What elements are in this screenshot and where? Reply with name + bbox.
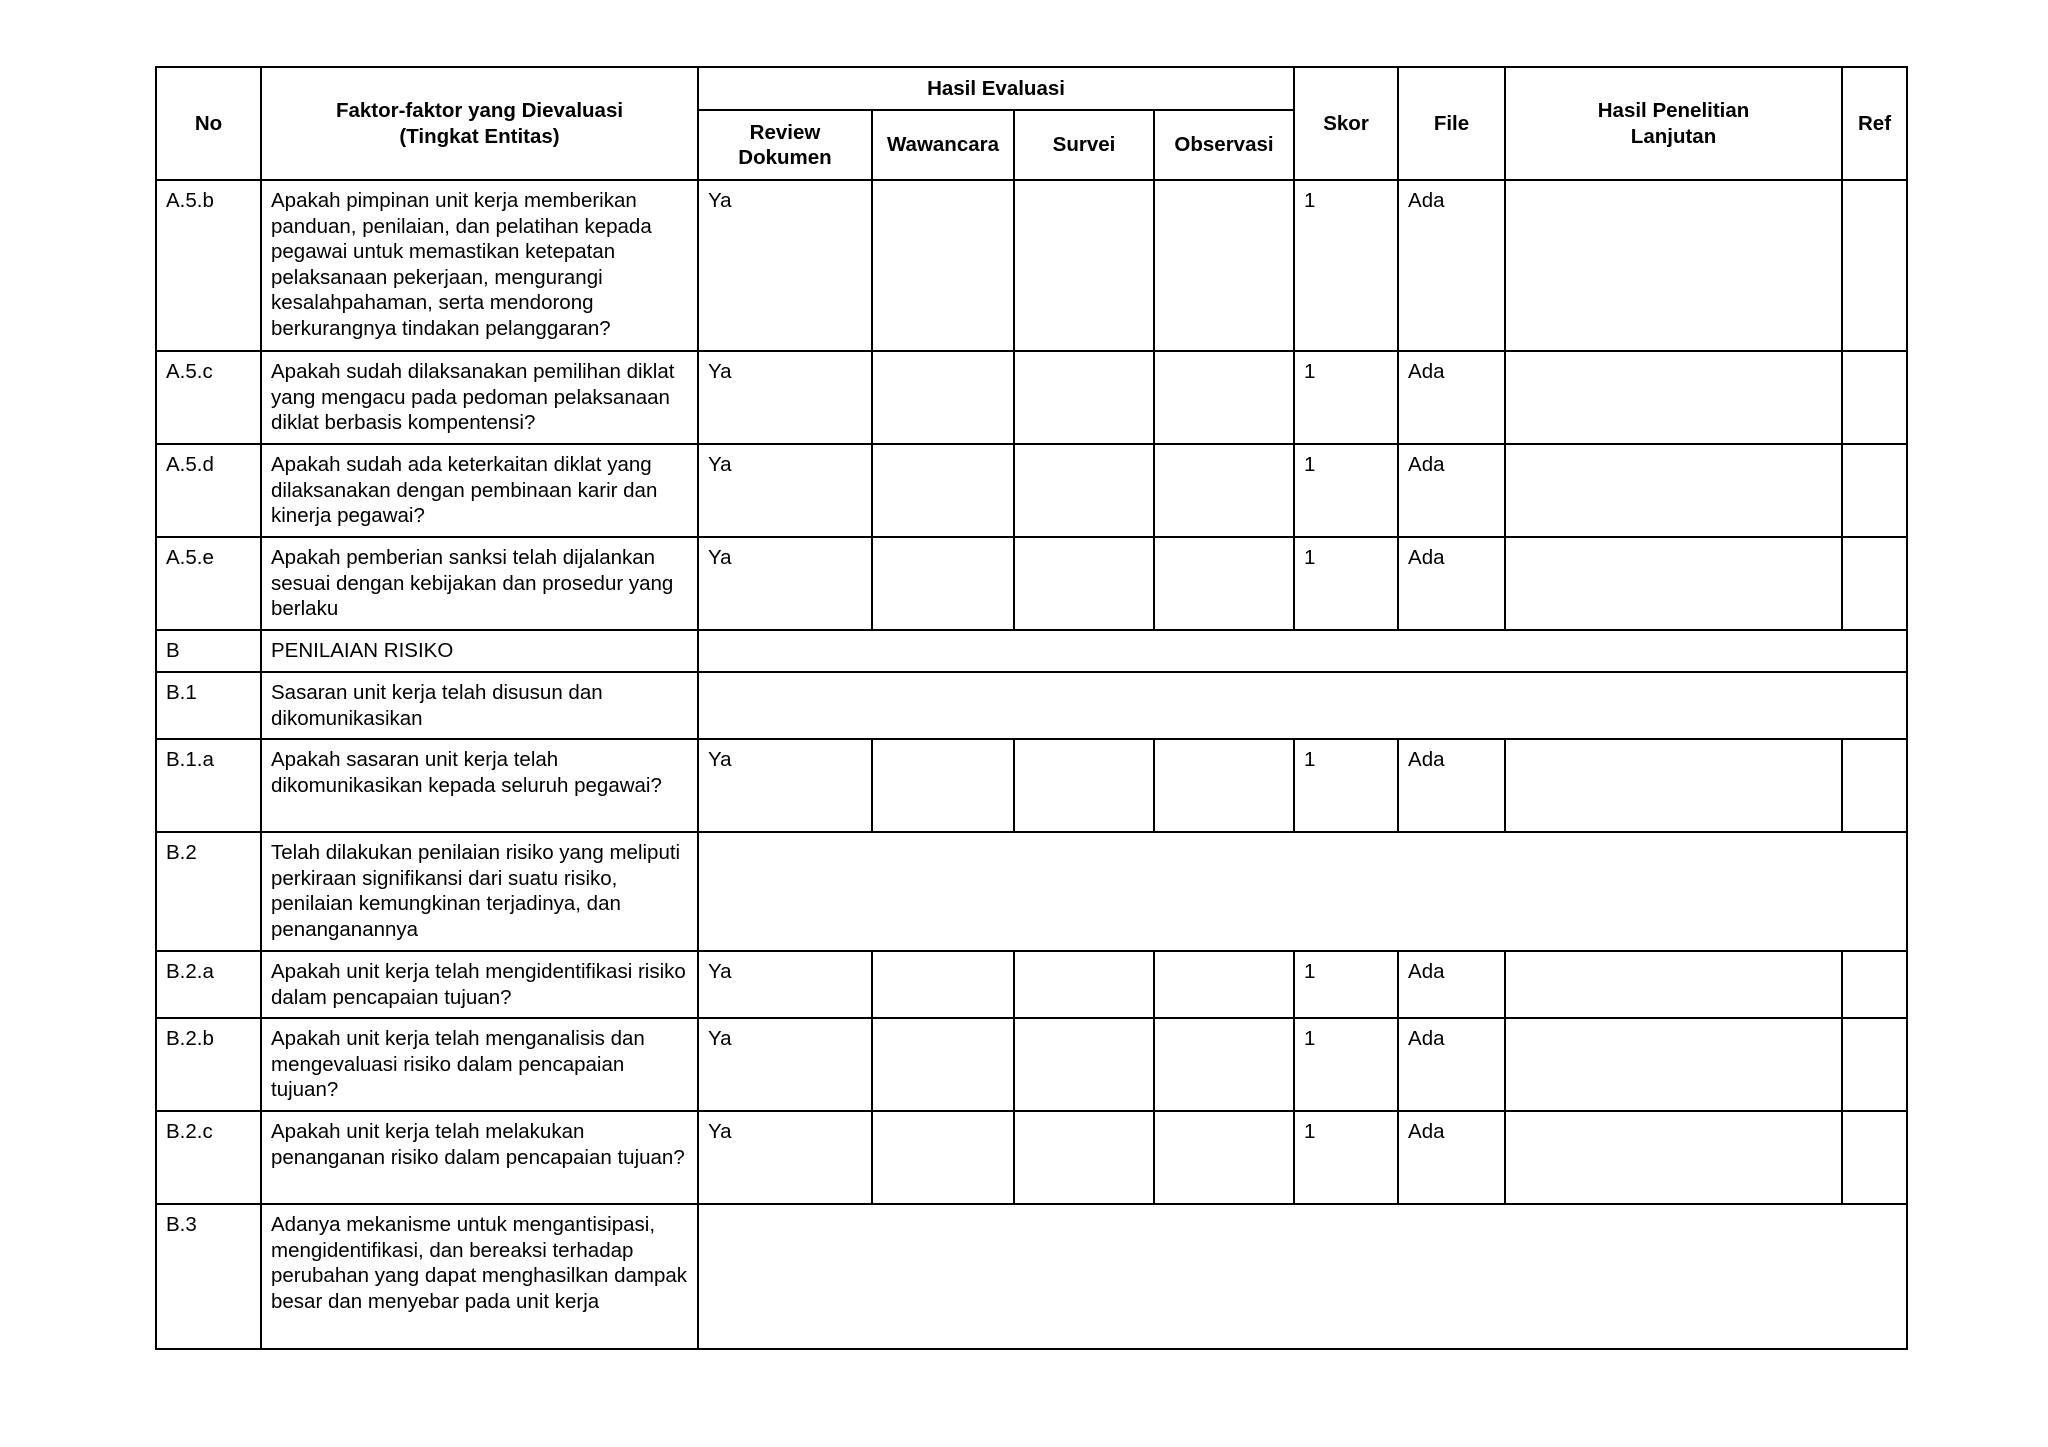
- row-ref: [1842, 351, 1907, 444]
- row-no: A.5.e: [156, 537, 261, 630]
- row-skor: 1: [1294, 1111, 1398, 1204]
- row-merged-empty: [698, 630, 1907, 672]
- row-review: Ya: [698, 739, 872, 832]
- row-merged-empty: [698, 832, 1907, 951]
- row-file: Ada: [1398, 739, 1505, 832]
- row-ref: [1842, 951, 1907, 1018]
- row-survei: [1014, 1111, 1154, 1204]
- row-no: A.5.c: [156, 351, 261, 444]
- row-observasi: [1154, 951, 1294, 1018]
- row-observasi: [1154, 180, 1294, 351]
- row-faktor: Apakah unit kerja telah menganalisis dan mengevaluasi risiko dalam pencapaian tujuan?: [261, 1018, 698, 1111]
- row-survei: [1014, 351, 1154, 444]
- row-no: B.1.a: [156, 739, 261, 832]
- row-faktor: PENILAIAN RISIKO: [261, 630, 698, 672]
- row-merged-empty: [698, 1204, 1907, 1349]
- row-observasi: [1154, 537, 1294, 630]
- row-hasil-penelitian: [1505, 444, 1842, 537]
- row-skor: 1: [1294, 351, 1398, 444]
- row-no: B.2.b: [156, 1018, 261, 1111]
- row-skor: 1: [1294, 444, 1398, 537]
- row-survei: [1014, 739, 1154, 832]
- evaluation-table: [155, 66, 1908, 1350]
- row-hasil-penelitian: [1505, 739, 1842, 832]
- header-hasil-penelitian: [1505, 67, 1842, 180]
- section-row: [156, 832, 1907, 951]
- header-observasi: Observasi: [1154, 110, 1294, 180]
- row-survei: [1014, 180, 1154, 351]
- header-no: No: [156, 67, 261, 180]
- row-review: Ya: [698, 537, 872, 630]
- section-row: [156, 630, 1907, 672]
- row-skor: 1: [1294, 739, 1398, 832]
- row-skor: 1: [1294, 180, 1398, 351]
- table-row: [156, 537, 1907, 630]
- row-faktor: Sasaran unit kerja telah disusun dan dikomunikasikan: [261, 672, 698, 739]
- row-observasi: [1154, 444, 1294, 537]
- row-no: B.2.c: [156, 1111, 261, 1204]
- row-ref: [1842, 180, 1907, 351]
- row-hasil-penelitian: [1505, 537, 1842, 630]
- row-hasil-penelitian: [1505, 951, 1842, 1018]
- row-wawancara: [872, 537, 1014, 630]
- row-file: Ada: [1398, 951, 1505, 1018]
- header-file: File: [1398, 67, 1505, 180]
- table-row: [156, 951, 1907, 1018]
- table-row: [156, 1018, 1907, 1111]
- row-review: Ya: [698, 180, 872, 351]
- row-ref: [1842, 1111, 1907, 1204]
- header-ref: Ref: [1842, 67, 1907, 180]
- section-row: [156, 1204, 1907, 1349]
- row-merged-empty: [698, 672, 1907, 739]
- row-wawancara: [872, 444, 1014, 537]
- row-no: A.5.d: [156, 444, 261, 537]
- row-skor: 1: [1294, 1018, 1398, 1111]
- row-survei: [1014, 1018, 1154, 1111]
- header-survei: Survei: [1014, 110, 1154, 180]
- row-review: Ya: [698, 444, 872, 537]
- section-row: [156, 672, 1907, 739]
- row-no: B.2.a: [156, 951, 261, 1018]
- table-row: [156, 444, 1907, 537]
- header-hasil-penelitian-line1: Hasil Penelitian: [1597, 99, 1750, 122]
- row-survei: [1014, 537, 1154, 630]
- row-wawancara: [872, 180, 1014, 351]
- row-skor: 1: [1294, 537, 1398, 630]
- row-observasi: [1154, 1111, 1294, 1204]
- row-wawancara: [872, 351, 1014, 444]
- row-observasi: [1154, 351, 1294, 444]
- row-hasil-penelitian: [1505, 1018, 1842, 1111]
- row-faktor: Adanya mekanisme untuk mengantisipasi, mengidentifikasi, dan bereaksi terhadap perubahan yang dapat menghasilkan dampak besar dan menyebar pada unit kerja: [261, 1204, 698, 1349]
- row-ref: [1842, 739, 1907, 832]
- row-wawancara: [872, 1111, 1014, 1204]
- header-hasil-penelitian-line2: Lanjutan: [1630, 124, 1717, 148]
- row-skor: 1: [1294, 951, 1398, 1018]
- row-hasil-penelitian: [1505, 1111, 1842, 1204]
- header-review-line2: Dokumen: [738, 146, 832, 169]
- row-survei: [1014, 444, 1154, 537]
- row-ref: [1842, 1018, 1907, 1111]
- row-review: Ya: [698, 1018, 872, 1111]
- row-wawancara: [872, 739, 1014, 832]
- row-faktor: Apakah sasaran unit kerja telah dikomunikasikan kepada seluruh pegawai?: [261, 739, 698, 832]
- header-faktor-line2: (Tingkat Entitas): [399, 124, 560, 148]
- row-hasil-penelitian: [1505, 180, 1842, 351]
- row-file: Ada: [1398, 180, 1505, 351]
- table-row: [156, 1111, 1907, 1204]
- row-file: Ada: [1398, 1018, 1505, 1111]
- row-observasi: [1154, 739, 1294, 832]
- table-row: [156, 739, 1907, 832]
- row-no: B: [156, 630, 261, 672]
- row-faktor: Apakah pimpinan unit kerja memberikan panduan, penilaian, dan pelatihan kepada pegawai untuk memastikan ketepatan pelaksanaan pekerjaan, mengurangi kesalahpahaman, serta mendorong berkurangnya tindakan pelanggaran?: [261, 180, 698, 351]
- row-hasil-penelitian: [1505, 351, 1842, 444]
- row-no: B.3: [156, 1204, 261, 1349]
- row-ref: [1842, 537, 1907, 630]
- row-no: B.1: [156, 672, 261, 739]
- row-no: A.5.b: [156, 180, 261, 351]
- row-ref: [1842, 444, 1907, 537]
- row-faktor: Apakah pemberian sanksi telah dijalankan sesuai dengan kebijakan dan prosedur yang berlaku: [261, 537, 698, 630]
- row-review: Ya: [698, 351, 872, 444]
- table-row: [156, 180, 1907, 351]
- row-no: B.2: [156, 832, 261, 951]
- header-skor: Skor: [1294, 67, 1398, 180]
- row-file: Ada: [1398, 1111, 1505, 1204]
- row-file: Ada: [1398, 444, 1505, 537]
- header-faktor: [261, 67, 698, 180]
- row-survei: [1014, 951, 1154, 1018]
- header-review-line1: Review: [749, 120, 821, 144]
- header-row-1: [156, 67, 1907, 110]
- header-hasil-evaluasi: Hasil Evaluasi: [698, 67, 1294, 110]
- row-wawancara: [872, 1018, 1014, 1111]
- row-faktor: Apakah unit kerja telah mengidentifikasi risiko dalam pencapaian tujuan?: [261, 951, 698, 1018]
- header-wawancara: Wawancara: [872, 110, 1014, 180]
- header-review-dokumen: [698, 110, 872, 180]
- row-wawancara: [872, 951, 1014, 1018]
- table-row: [156, 351, 1907, 444]
- row-file: Ada: [1398, 537, 1505, 630]
- row-file: Ada: [1398, 351, 1505, 444]
- header-faktor-line1: Faktor-faktor yang Dievaluasi: [335, 99, 624, 122]
- row-faktor: Apakah sudah ada keterkaitan diklat yang dilaksanakan dengan pembinaan karir dan kinerja pegawai?: [261, 444, 698, 537]
- row-observasi: [1154, 1018, 1294, 1111]
- row-review: Ya: [698, 951, 872, 1018]
- row-review: Ya: [698, 1111, 872, 1204]
- row-faktor: Apakah sudah dilaksanakan pemilihan diklat yang mengacu pada pedoman pelaksanaan diklat berbasis kompentensi?: [261, 351, 698, 444]
- row-faktor: Apakah unit kerja telah melakukan penanganan risiko dalam pencapaian tujuan?: [261, 1111, 698, 1204]
- row-faktor: Telah dilakukan penilaian risiko yang meliputi perkiraan signifikansi dari suatu risiko, penilaian kemungkinan terjadinya, dan penanganannya: [261, 832, 698, 951]
